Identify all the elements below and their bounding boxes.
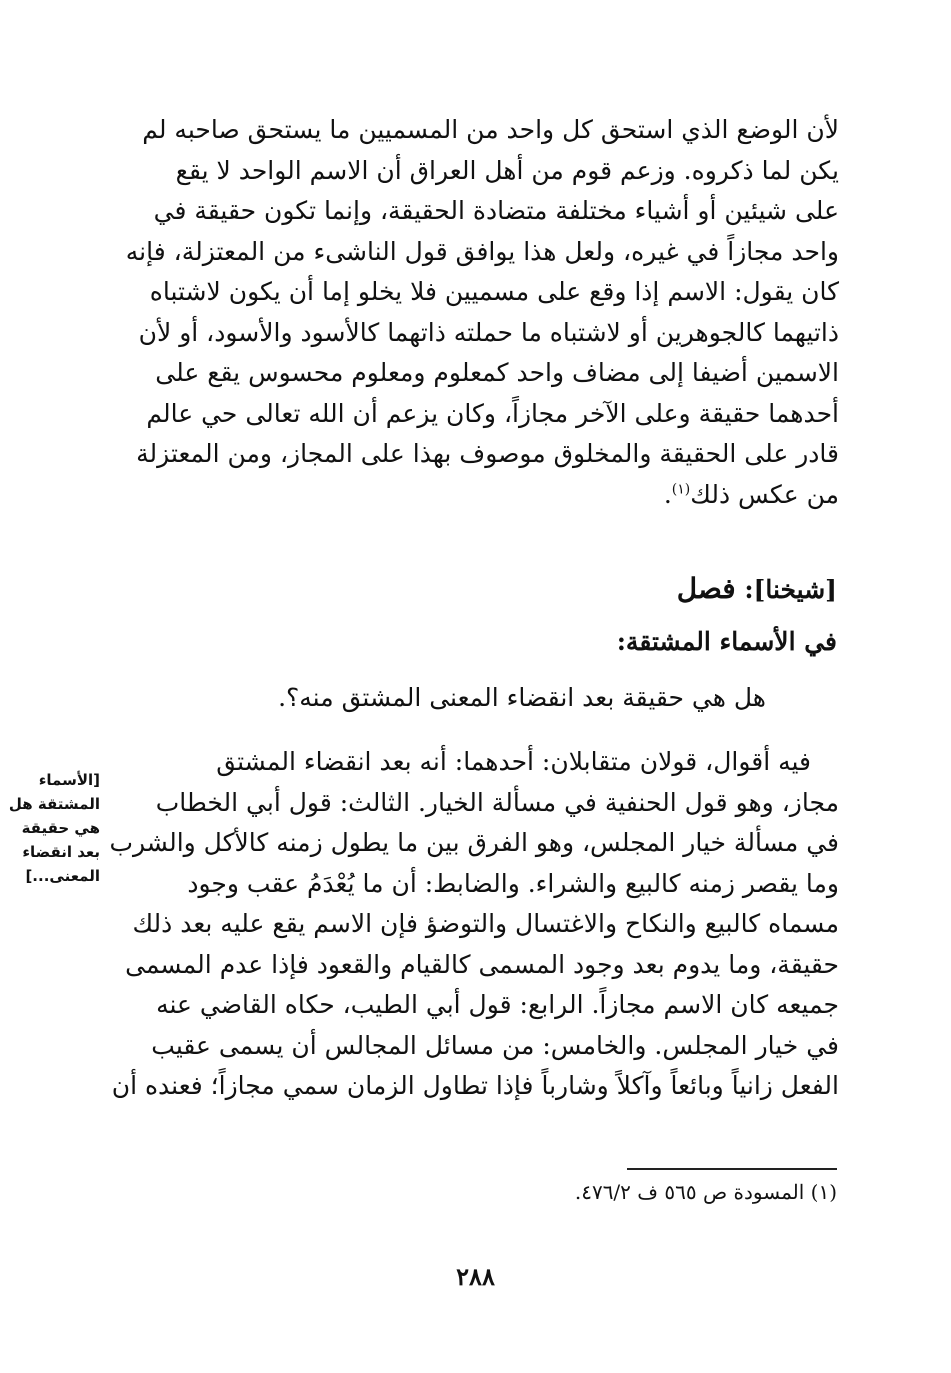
paragraph-line: في مسألة خيار المجلس، وهو الفرق بين ما يطول زمنه كالأكل والشرب <box>109 828 839 857</box>
paragraph-line: في خيار المجلس. والخامس: من مسائل المجالس أن يسمى عقيب <box>151 1030 839 1060</box>
paragraph-line: جميعه كان الاسم مجازاً. الرابع: قول أبي الطيب، حكاه القاضي عنه <box>156 990 839 1019</box>
paragraph-line: يكن لما ذكروه. وزعم قوم من أهل العراق أن الاسم الواحد لا يقع <box>175 155 839 185</box>
paragraph-line: الاسمين أضيفا إلى مضاف واحد كمعلوم ومعلوم محسوس يقع على <box>155 358 839 387</box>
paragraph-line: مسماه كالبيع والنكاح والاغتسال والتوضؤ فإن الاسم يقع عليه بعد ذلك <box>132 909 839 938</box>
paragraph-2 <box>109 742 839 1107</box>
margin-note-line: [الأسماء <box>38 771 100 789</box>
paragraph-line: وما يقصر زمنه كالبيع والشراء. والضابط: أن ما يُعْدَمُ عقب وجود <box>187 868 839 898</box>
section-subheading: في الأسماء المشتقة: <box>616 627 837 656</box>
heading-main: فصل <box>676 572 736 605</box>
margin-note <box>8 768 100 888</box>
paragraph-line-text: من عكس ذلك <box>690 479 839 509</box>
margin-note-line: هي حقيقة <box>21 819 100 837</box>
margin-note-line: بعد انقضاء <box>22 843 100 861</box>
footnote-reference[interactable]: (١) <box>671 481 691 498</box>
paragraph-line: لأن الوضع الذي استحق كل واحد من المسميين ما يستحق صاحبه لم <box>142 115 839 144</box>
paragraph-line: أحدهما حقيقة وعلى الآخر مجازاً، وكان يزعم أن الله تعالى حي عالم <box>146 398 839 428</box>
paragraph-line: كان يقول: الاسم إذا وقع على مسميين فلا يخلو إما أن يكون لاشتباه <box>149 277 839 306</box>
paragraph-line: الفعل زانياً وبائعاً وآكلاً وشارباً فإذا تطاول الزمان سمي مجازاً؛ فعنده أن <box>111 1071 839 1100</box>
paragraph-line: فيه أقوال، قولان متقابلان: أحدهما: أنه بعد انقضاء المشتق <box>216 747 811 776</box>
question-line: هل هي حقيقة بعد انقضاء المعنى المشتق منه؟. <box>278 683 766 712</box>
footnote-divider <box>627 1168 837 1170</box>
section-heading <box>677 572 837 605</box>
paragraph-line: على شيئين أو أشياء مختلفة متضادة الحقيقة، وإنما تكون حقيقة في <box>153 196 839 225</box>
paragraph-line: قادر على الحقيقة والمخلوق موصوف بهذا على المجاز، ومن المعتزلة <box>136 439 839 468</box>
paragraph-line: ذاتيهما كالجوهرين أو لاشتباه ما حملته ذاتهما كالأسود والأسود، أو لأن <box>138 317 839 347</box>
page-number: ٢٨٨ <box>456 1262 495 1291</box>
margin-note-line: المعنى...] <box>25 867 100 885</box>
paragraph-line: مجاز، وهو قول الحنفية في مسألة الخيار. الثالث: قول أبي الخطاب <box>155 787 839 817</box>
heading-prefix: [شيخنا]: <box>735 575 837 604</box>
paragraph-line: واحد مجازاً في غيره، ولعل هذا يوافق قول الناشىء من المعتزلة، فإنه <box>125 236 839 266</box>
footnote: (١) المسودة ص ٥٦٥ ف ٤٧٦/٢. <box>574 1180 837 1204</box>
margin-note-line: المشتقة هل <box>8 795 100 813</box>
paragraph-last-line <box>109 475 839 516</box>
paragraph-1 <box>109 110 839 515</box>
paragraph-end-punct: . <box>663 479 672 509</box>
paragraph-line: حقيقة، وما يدوم بعد وجود المسمى كالقيام والقعود فإذا عدم المسمى <box>125 949 839 979</box>
